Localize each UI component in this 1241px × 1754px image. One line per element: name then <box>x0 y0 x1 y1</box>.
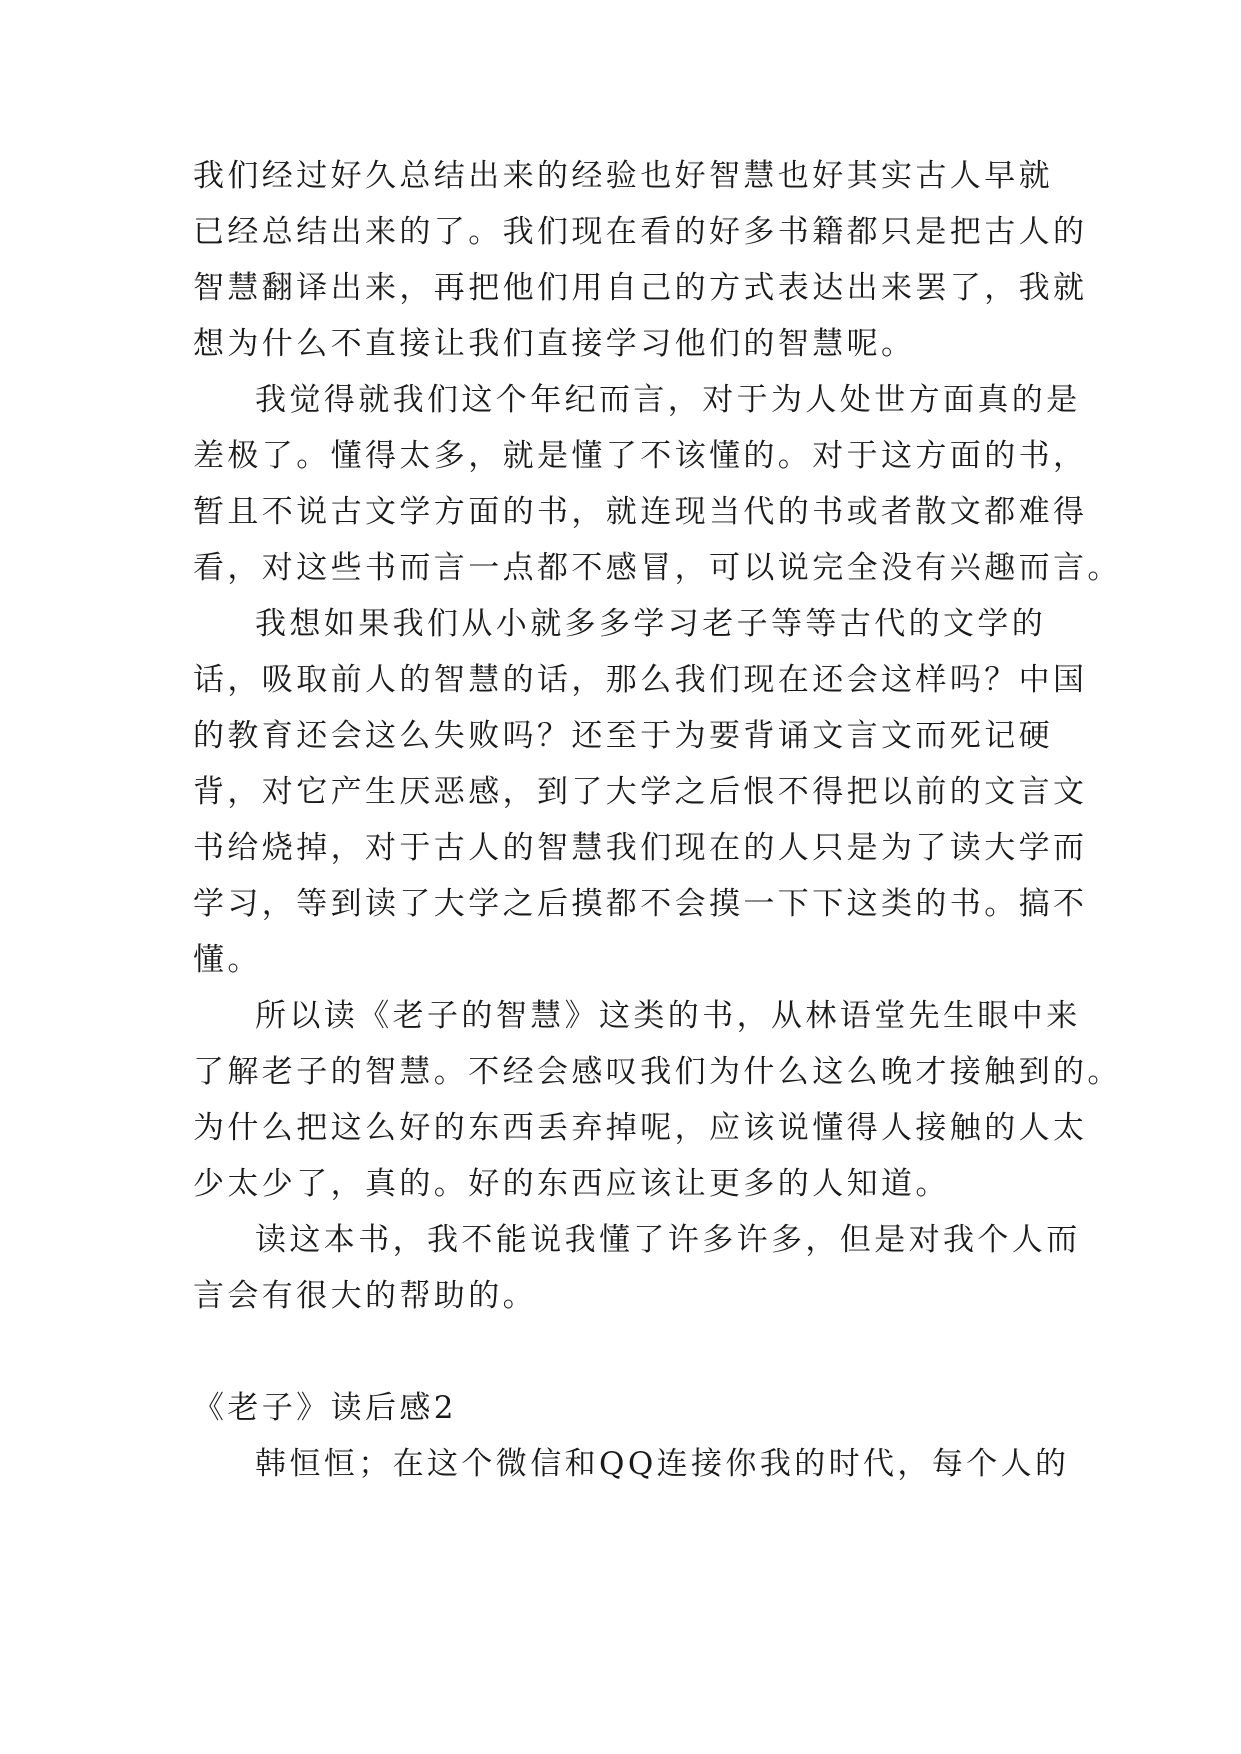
paragraph-line: 言会有很大的帮助的。 <box>193 1278 537 1314</box>
paragraph-line: 懂。 <box>193 942 262 978</box>
paragraph-line: 已经总结出来的了。我们现在看的好多书籍都只是把古人的 <box>193 214 1088 250</box>
paragraph-line: 差极了。懂得太多，就是懂了不该懂的。对于这方面的书， <box>193 438 1088 474</box>
paragraph-line: 韩恒恒；在这个微信和QQ连接你我的时代，每个人的 <box>255 1446 1070 1482</box>
paragraph-line: 背，对它产生厌恶感，到了大学之后恨不得把以前的文言文 <box>193 774 1088 810</box>
paragraph-line: 看，对这些书而言一点都不感冒，可以说完全没有兴趣而言。 <box>193 550 1122 586</box>
paragraph-line: 想为什么不直接让我们直接学习他们的智慧呢。 <box>193 326 916 362</box>
paragraph-line: 读这本书，我不能说我懂了许多许多，但是对我个人而 <box>255 1222 1081 1258</box>
paragraph-line: 话，吸取前人的智慧的话，那么我们现在还会这样吗？中国 <box>193 662 1088 698</box>
paragraph-line: 少太少了，真的。好的东西应该让更多的人知道。 <box>193 1166 950 1202</box>
paragraph-line: 暂且不说古文学方面的书，就连现当代的书或者散文都难得 <box>193 494 1088 530</box>
paragraph-line: 所以读《老子的智慧》这类的书，从林语堂先生眼中来 <box>255 998 1081 1034</box>
paragraph-line: 为什么把这么好的东西丢弃掉呢，应该说懂得人接触的人太 <box>193 1110 1088 1146</box>
section-heading: 《老子》读后感2 <box>193 1390 457 1426</box>
paragraph-line: 了解老子的智慧。不经会感叹我们为什么这么晚才接触到的。 <box>193 1054 1122 1090</box>
paragraph-line: 智慧翻译出来，再把他们用自己的方式表达出来罢了，我就 <box>193 270 1088 306</box>
paragraph-line: 学习，等到读了大学之后摸都不会摸一下下这类的书。搞不 <box>193 886 1088 922</box>
paragraph-line: 的教育还会这么失败吗？还至于为要背诵文言文而死记硬 <box>193 718 1053 754</box>
paragraph-line: 我觉得就我们这个年纪而言，对于为人处世方面真的是 <box>255 382 1081 418</box>
paragraph-line: 书给烧掉，对于古人的智慧我们现在的人只是为了读大学而 <box>193 830 1088 866</box>
paragraph-line: 我们经过好久总结出来的经验也好智慧也好其实古人早就 <box>193 158 1053 194</box>
paragraph-line: 我想如果我们从小就多多学习老子等等古代的文学的 <box>255 606 1047 642</box>
